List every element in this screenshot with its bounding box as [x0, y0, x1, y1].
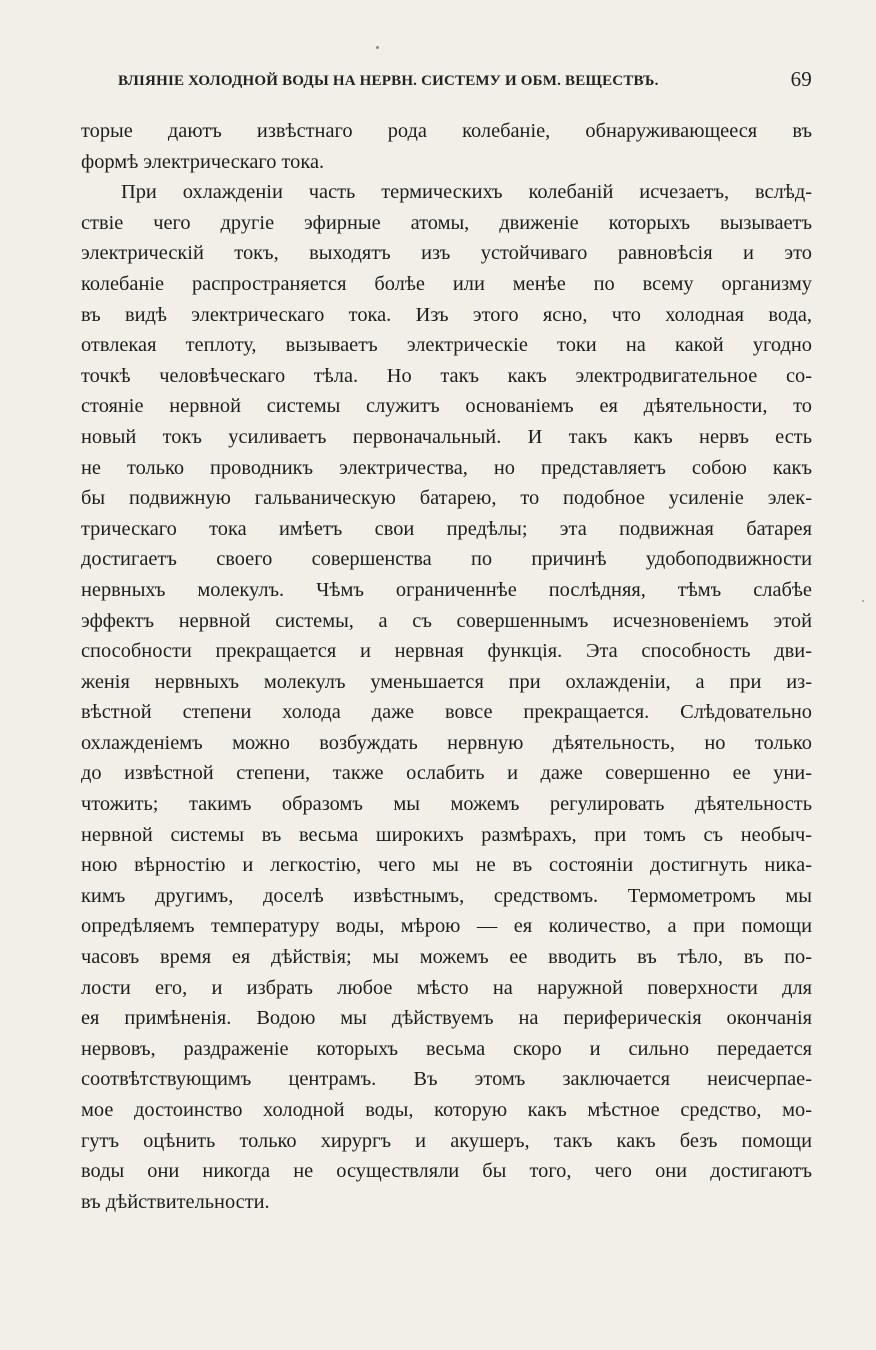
text-line: воды они никогда не осуществляли бы того, чего они достигаютъ [81, 1160, 812, 1183]
text-line: бы подвижную гальваническую батарею, то подобное усиленіе элек- [81, 487, 812, 510]
text-line: ною вѣрностію и легкостію, чего мы не въ состояніи достигнуть никa- [81, 854, 812, 877]
text-line: опредѣляемъ температуру воды, мѣрою — ея количество, а при помощи [81, 915, 812, 938]
page-number: 69 [790, 67, 812, 91]
text-line: ствіе чего другіе эфирные атомы, движеніе которыхъ вызываетъ [81, 211, 812, 234]
text-line: ея примѣненія. Водою мы дѣйствуемъ на периферическія окончанія [81, 1007, 812, 1030]
print-speck [376, 46, 379, 49]
text-line: соотвѣтствующимъ центрамъ. Въ этомъ заключается неисчерпае- [81, 1068, 812, 1091]
text-line: нервныхъ молекулъ. Чѣмъ ограниченнѣе послѣдняя, тѣмъ слабѣе [81, 578, 812, 601]
text-line: способности прекращается и нервная функція. Эта способность дви- [81, 640, 812, 663]
text-line: отвлекая теплоту, вызываетъ электрическіе токи на какой угодно [81, 334, 812, 357]
text-line: вѣстной степени холода даже вовсе прекращается. Слѣдовательно [81, 701, 812, 724]
running-head: ВЛІЯНІЕ ХОЛОДНОЙ ВОДЫ НА НЕРВН. СИСТЕМУ И ОБМ. ВЕЩЕСТВЪ. [118, 73, 659, 89]
text-line: кимъ другимъ, доселѣ извѣстнымъ, средствомъ. Термометромъ мы [81, 884, 812, 907]
text-line: мое достоинство холодной воды, которую какъ мѣстное средство, мо- [81, 1099, 812, 1121]
text-line: гутъ оцѣнить только хирургъ и акушеръ, такъ какъ безъ помощи [81, 1129, 812, 1152]
text-line: нервовъ, раздраженіе которыхъ весьма скоро и сильно передается [81, 1037, 812, 1060]
text-line: въ дѣйствительности. [81, 1190, 270, 1213]
text-line: формѣ электрическаго тока. [81, 150, 325, 173]
body-text [81, 116, 812, 1217]
text-line: въ видѣ электрическаго тока. Изъ этого ясно, что холодная вода, [81, 303, 812, 326]
text-line: не только проводникъ электричества, но представляетъ собою какъ [81, 456, 812, 479]
text-line: стояніе нервной системы служитъ основаніемъ ея дѣятельности, то [81, 395, 812, 418]
text-line: торые даютъ извѣстнаго рода колебаніе, обнаруживающееся въ [81, 120, 812, 142]
text-line: электрическій токъ, выходятъ изъ устойчиваго равновѣсія и это [81, 242, 812, 265]
text-line: часовъ время ея дѣйствія; мы можемъ ее вводить въ тѣло, въ по- [81, 946, 812, 969]
text-line: При охлажденіи часть термическихъ колебаній исчезаетъ, вслѣд- [121, 181, 812, 204]
text-line: трическаго тока имѣетъ свои предѣлы; эта подвижная батарея [81, 517, 812, 540]
text-line: эффектъ нервной системы, а съ совершеннымъ исчезновеніемъ этой [81, 609, 812, 632]
text-line: чтожить; такимъ образомъ мы можемъ регулировать дѣятельность [81, 793, 812, 816]
text-line: лости его, и избрать любое мѣсто на наружной поверхности для [81, 976, 812, 999]
text-line: до извѣстной степени, также ослабить и даже совершенно ее уни- [81, 762, 812, 785]
text-line: точкѣ человѣческаго тѣла. Но такъ какъ электродвигательное со- [81, 364, 812, 387]
text-line: колебаніе распространяется болѣе или менѣе по всему организму [81, 272, 812, 295]
text-line: новый токъ усиливаетъ первоначальный. И такъ какъ нервъ есть [81, 425, 812, 448]
text-line: охлажденіемъ можно возбуждать нервную дѣятельность, но только [81, 731, 812, 754]
text-line: женія нервныхъ молекулъ уменьшается при охлажденіи, а при из- [81, 670, 812, 693]
text-line: достигаетъ своего совершенства по причинѣ удобоподвижности [81, 548, 812, 571]
page-header [118, 66, 814, 96]
print-speck [862, 600, 864, 602]
text-line: нервной системы въ весьма широкихъ размѣрахъ, при томъ съ необыч- [81, 823, 812, 846]
